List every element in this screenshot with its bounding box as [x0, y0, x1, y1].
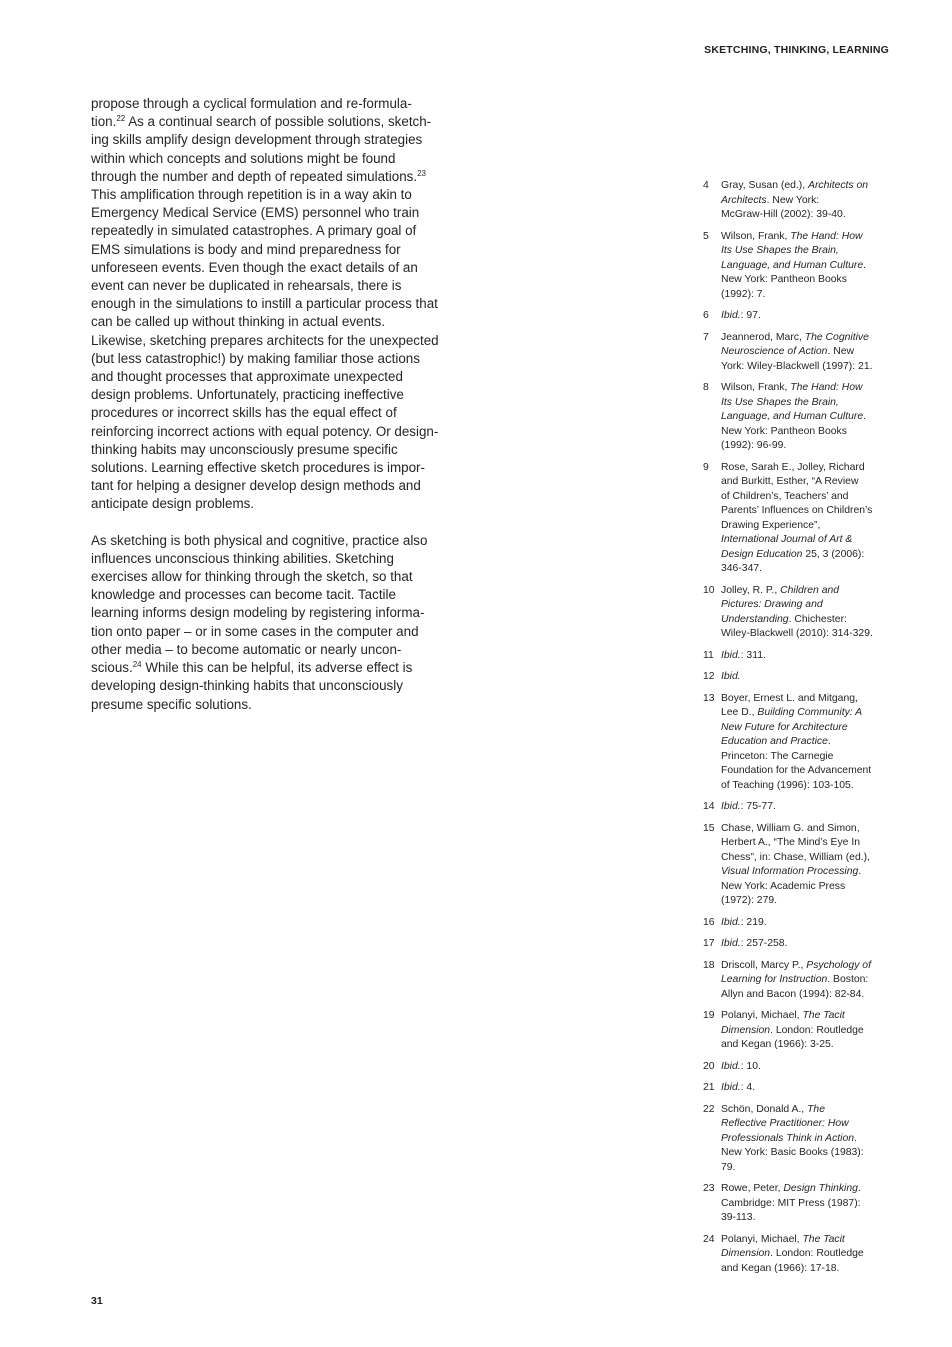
endnote-text — [721, 584, 893, 642]
endnote-text — [721, 381, 893, 454]
endnote-item — [703, 461, 893, 577]
endnote-text — [721, 179, 893, 223]
endnote-title: The Tacit Dimension — [721, 1010, 845, 1036]
endnote-title: Psychology of Learning for Instruction — [721, 959, 871, 985]
endnote-item — [703, 959, 893, 1003]
endnote-text — [721, 916, 893, 931]
endnote-text-run: . New York: Pantheon Books (1992): 7. — [721, 259, 866, 300]
endnote-item — [703, 1081, 893, 1096]
endnote-title: Children and Pictures: Drawing and Understanding — [721, 584, 840, 625]
endnote-item — [703, 822, 893, 909]
endnote-text-run: . Chichester: Wiley-Blackwell (2010): 314-329. — [721, 613, 873, 639]
endnote-text — [721, 649, 893, 664]
endnote-text-run: . New York: Pantheon Books (1992): 96-99. — [721, 411, 866, 451]
paragraph — [91, 532, 486, 714]
endnote-item — [703, 1009, 893, 1053]
endnote-text-run: . Princeton: The Carnegie Foundation for the Advancement of Teaching (1996): 103-105. — [721, 736, 872, 791]
endnote-item — [703, 670, 893, 685]
body-text — [91, 95, 486, 732]
endnote-title: Ibid. — [721, 310, 741, 321]
page-number: 31 — [91, 1295, 103, 1307]
endnote-title: Ibid. — [721, 649, 741, 661]
endnote-text-run: Driscoll, Marcy P., — [721, 959, 807, 971]
endnote-text-run: : 75-77. — [740, 801, 776, 812]
endnote-item — [703, 309, 893, 324]
text-run: propose through a cyclical formulation and re-formula- tion. — [91, 96, 412, 130]
endnote-text-run: Wilson, Frank, — [721, 230, 791, 242]
endnote-text — [721, 1182, 893, 1226]
footnote-ref[interactable]: 22 — [116, 114, 126, 124]
endnote-title: Visual Information Processing — [721, 866, 859, 877]
endnote-number: 18 — [703, 959, 715, 971]
endnote-text-run: Wilson, Frank, — [721, 382, 791, 393]
endnote-text-run: Jeannerod, Marc, — [721, 331, 805, 343]
endnote-text — [721, 1081, 893, 1096]
endnote-item — [703, 692, 893, 794]
endnote-number: 11 — [703, 649, 714, 661]
endnote-title: The Tacit Dimension — [721, 1233, 845, 1259]
endnote-number: 12 — [703, 671, 715, 682]
endnote-number: 22 — [703, 1103, 715, 1115]
endnote-title: International Journal of Art & Design Education — [721, 534, 853, 560]
endnote-text — [721, 1009, 893, 1053]
endnote-text-run: Rose, Sarah E., Jolley, Richard and Burkitt, Esther, “A Review of Children’s, Teachers’ and Parents’ Influences on Children’s Drawing Experience”, — [721, 461, 873, 531]
endnote-title: Ibid. — [721, 1060, 741, 1072]
endnote-item — [703, 230, 893, 303]
endnote-title: Ibid. — [721, 671, 741, 682]
endnote-text-run: Chase, William G. and Simon, Herbert A., “The Mind’s Eye In Chess”, in: Chase, William (ed.), — [721, 822, 870, 863]
endnote-text — [721, 461, 893, 577]
text-run: As sketching is both physical and cognitive, practice also influences unconscious thinking abilities. Sketching exercises allow for thinking through the sketch, so that knowledge and processes can become tacit. Tactile learning informs design modeling by registering informa- tion onto paper – or in some cases in the computer and other media – to become automatic or nearly uncon- scious. — [91, 532, 428, 676]
endnote-number: 23 — [703, 1183, 715, 1194]
paragraph — [91, 95, 486, 514]
endnote-title: Ibid. — [721, 916, 741, 928]
endnote-text-run: : 311. — [740, 649, 766, 661]
endnote-number: 9 — [703, 461, 709, 473]
endnote-text — [721, 822, 893, 909]
endnote-number: 24 — [703, 1233, 715, 1245]
endnote-number: 6 — [703, 310, 709, 321]
endnote-title: Ibid. — [721, 1082, 741, 1093]
endnote-number: 13 — [703, 692, 715, 704]
endnote-text-run: Gray, Susan (ed.), — [721, 180, 809, 191]
endnote-text-run: : 4. — [740, 1082, 756, 1093]
endnote-title: The Cognitive Neuroscience of Action — [721, 331, 869, 357]
endnote-text — [721, 670, 893, 685]
endnote-number: 16 — [703, 916, 715, 928]
endnote-text-run: . New York: Wiley-Blackwell (1997): 21. — [721, 346, 873, 372]
endnote-title: The Hand: How Its Use Shapes the Brain, Language, and Human Culture — [721, 230, 864, 271]
endnote-number: 20 — [703, 1060, 715, 1072]
endnote-number: 8 — [703, 382, 709, 393]
endnote-title: Design Thinking — [783, 1183, 858, 1194]
endnote-title: The Reflective Practitioner: How Professionals Think in Action — [721, 1103, 855, 1144]
endnote-item — [703, 1060, 893, 1075]
running-head: SKETCHING, THINKING, LEARNING — [704, 44, 889, 56]
endnote-item — [703, 381, 893, 454]
endnote-text — [721, 1233, 893, 1277]
endnote-text — [721, 230, 893, 303]
endnote-number: 5 — [703, 230, 709, 242]
endnote-item — [703, 916, 893, 931]
endnote-title: The Hand: How Its Use Shapes the Brain, Language, and Human Culture — [721, 382, 864, 422]
endnote-text — [721, 800, 893, 815]
endnote-title: Ibid. — [721, 938, 741, 949]
endnote-text-run: : 219. — [740, 916, 767, 928]
footnote-ref[interactable]: 24 — [132, 660, 142, 670]
endnote-text-run: : 97. — [740, 310, 761, 321]
endnote-number: 19 — [703, 1010, 715, 1021]
endnote-item — [703, 1233, 893, 1277]
endnote-item — [703, 937, 893, 952]
endnote-text — [721, 309, 893, 324]
endnote-title: Architects on Architects — [721, 180, 869, 206]
endnote-text-run: Jolley, R. P., — [721, 584, 781, 596]
endnote-number: 7 — [703, 331, 709, 343]
endnote-title: Building Community: A New Future for Architecture Education and Practice — [721, 707, 863, 747]
endnote-title: Ibid. — [721, 801, 741, 812]
text-run: While this can be helpful, its adverse effect is developing design-thinking habits that unconsciously presume specific solutions. — [91, 660, 413, 712]
endnotes-list — [703, 179, 893, 1283]
endnote-text — [721, 331, 893, 375]
endnote-text-run: Polanyi, Michael, — [721, 1010, 803, 1021]
endnote-text-run: Boyer, Ernest L. and Mitgang, Lee D., — [721, 692, 858, 718]
endnote-text-run: Rowe, Peter, — [721, 1183, 784, 1194]
endnote-text-run: . London: Routledge and Kegan (1966): 3-25. — [721, 1024, 864, 1050]
endnote-item — [703, 649, 893, 664]
endnote-item — [703, 1103, 893, 1176]
endnote-text-run: . London: Routledge and Kegan (1966): 17-18. — [721, 1248, 864, 1274]
footnote-ref[interactable]: 23 — [417, 168, 426, 178]
endnote-text — [721, 1060, 893, 1075]
endnote-text-run: 25, 3 (2006): 346-347. — [721, 548, 865, 574]
text-run: This amplification through repetition is in a way akin to Emergency Medical Service (EMS) personnel who train repeatedly in simulated catastrophes. A primary goal of EMS simulations is body and mind preparedness for unforeseen events. Even though the exact details of an event can never be duplicated in rehearsals, there is enough in the simulations to instill a particular process that can be called up without thinking in actual events. Likewise, sketching prepares architects for the unexpected (but less catastrophic!) by making familiar those actions and thought processes that approximate unexpected design problems. Unfortunately, practicing ineffective procedures or incorrect skills has the equal effect of reinforcing incorrect actions with equal potency. Or design- thinking habits may unconsciously presume specific solutions. Learning effective sketch procedures is impor- tant for helping a designer develop design methods and anticipate design problems. — [91, 187, 439, 512]
endnote-number: 10 — [703, 584, 715, 596]
endnote-number: 4 — [703, 180, 709, 191]
endnote-text-run: . New York: Academic Press (1972): 279. — [721, 866, 862, 906]
endnote-number: 17 — [703, 938, 715, 949]
endnote-item — [703, 584, 893, 642]
endnote-item — [703, 800, 893, 815]
endnote-text-run: . New York: McGraw-Hill (2002): 39-40. — [721, 194, 846, 220]
endnote-text-run: : 257-258. — [740, 938, 788, 949]
endnote-text-run: Schön, Donald A., — [721, 1103, 808, 1115]
endnote-text — [721, 937, 893, 952]
endnote-text-run: . Boston: Allyn and Bacon (1994): 82-84. — [721, 974, 869, 1000]
endnote-text — [721, 959, 893, 1003]
endnote-item — [703, 1182, 893, 1226]
text-run: As a continual search of possible solutions, sketch- ing skills amplify design development through strategies within which concepts and solutions might be found through the number and depth of repeated simulations. — [91, 114, 432, 184]
endnote-text-run: . New York: Basic Books (1983): 79. — [721, 1132, 864, 1173]
endnote-item — [703, 179, 893, 223]
endnote-text — [721, 1103, 893, 1176]
endnote-text-run: Polanyi, Michael, — [721, 1233, 803, 1245]
endnote-number: 14 — [703, 801, 715, 812]
endnote-text — [721, 692, 893, 794]
endnote-item — [703, 331, 893, 375]
endnote-text-run: . Cambridge: MIT Press (1987): 39-113. — [721, 1183, 861, 1223]
endnote-text-run: : 10. — [740, 1060, 761, 1072]
endnote-number: 21 — [703, 1082, 715, 1093]
endnote-number: 15 — [703, 822, 715, 834]
